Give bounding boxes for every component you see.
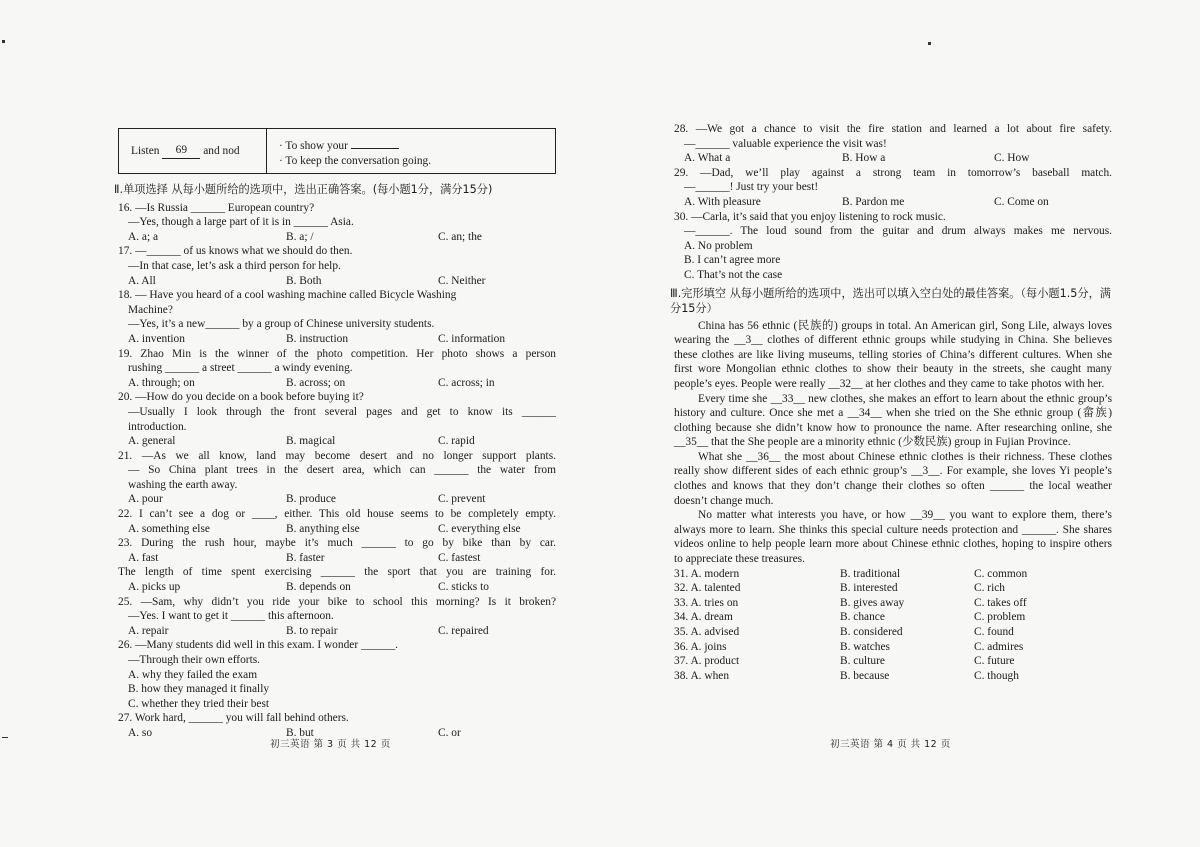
question-stem-line: 21. —As we all know, land may become desert and no longer support plants. bbox=[118, 449, 556, 462]
question-stem-line: 17. —______ of us knows what we should do then. bbox=[118, 245, 353, 258]
question-stem-line: 19. Zhao Min is the winner of the photo competition. Her photo shows a person bbox=[118, 347, 556, 360]
answer-option: A. through; on bbox=[128, 376, 195, 389]
answer-option: B. to repair bbox=[286, 624, 338, 637]
question-stem-line: —Usually I look through the front several pages and get to know its ______ bbox=[128, 405, 556, 418]
answer-option: B. but bbox=[286, 726, 314, 739]
cloze-option: 36. A. joins bbox=[674, 640, 727, 653]
question-item bbox=[118, 565, 556, 594]
question-item bbox=[674, 122, 1112, 166]
answer-option: A. general bbox=[128, 435, 176, 448]
cloze-option-row bbox=[674, 567, 1112, 582]
cloze-option: B. gives away bbox=[840, 596, 905, 609]
answer-option: B. a; / bbox=[286, 230, 314, 243]
section-title-multiple-choice: Ⅱ.单项选择 从每小题所给的选项中，选出正确答案。(每小题1分，满分15分) bbox=[114, 183, 493, 196]
answer-option: C. prevent bbox=[438, 493, 486, 506]
answer-option: A. why they failed the exam bbox=[128, 668, 258, 681]
question-stem-line: 23. During the rush hour, maybe it’s much ______ to go by bike than by car. bbox=[118, 537, 556, 550]
question-item bbox=[118, 449, 556, 507]
answer-option: B. produce bbox=[286, 493, 336, 506]
question-stem-line: —Yes. I want to get it ______ this afternoon. bbox=[128, 610, 334, 623]
answer-option: C. across; in bbox=[438, 376, 495, 389]
cloze-option: 32. A. talented bbox=[674, 582, 741, 595]
cloze-option: C. future bbox=[974, 655, 1015, 668]
question-stem-line: 26. —Many students did well in this exam. I wonder ______. bbox=[118, 639, 398, 652]
answer-option: A. invention bbox=[128, 332, 185, 345]
question-stem-line: 18. — Have you heard of a cool washing machine called Bicycle Washing bbox=[118, 289, 457, 302]
question-item bbox=[118, 507, 556, 536]
answer-option: A. repair bbox=[128, 624, 169, 637]
listen-table-right-cell bbox=[267, 129, 431, 173]
question-stem-line: 29. —Dad, we’ll play against a strong team in tomorrow’s baseball match. bbox=[674, 166, 1112, 179]
answer-options-row bbox=[118, 522, 556, 537]
answer-option: B. faster bbox=[286, 551, 325, 564]
right-question-list bbox=[674, 122, 1112, 283]
answer-option: A. a; a bbox=[128, 230, 159, 243]
question-stem-line: 27. Work hard, ______ you will fall behind others. bbox=[118, 712, 349, 725]
question-stem-line: introduction. bbox=[128, 420, 187, 433]
listen-number: 69 bbox=[162, 143, 200, 159]
question-stem-line: 16. —Is Russia ______ European country? bbox=[118, 201, 315, 214]
question-item bbox=[118, 390, 556, 448]
question-stem-line: —Yes, though a large part of it is in ______ Asia. bbox=[128, 216, 354, 229]
cloze-option: B. traditional bbox=[840, 567, 901, 580]
answer-option: B. instruction bbox=[286, 332, 349, 345]
answer-options-row bbox=[118, 376, 556, 391]
answer-option: B. I can’t agree more bbox=[684, 254, 781, 267]
question-stem-line: 22. I can’t see a dog or ____, either. This old house seems to be completely empty. bbox=[118, 508, 556, 521]
question-item bbox=[118, 244, 556, 288]
answer-option: C. How bbox=[994, 152, 1030, 165]
question-stem-line: Machine? bbox=[128, 303, 173, 316]
cloze-passage bbox=[674, 319, 1112, 567]
answer-option: B. depends on bbox=[286, 581, 351, 594]
listen-line-1: · To show your bbox=[279, 140, 348, 152]
cloze-option: C. found bbox=[974, 626, 1014, 638]
question-stem-line: —In that case, let’s ask a third person for help. bbox=[128, 259, 341, 272]
cloze-option: B. interested bbox=[840, 582, 898, 595]
answer-options-row bbox=[674, 151, 1112, 166]
cloze-option-row bbox=[674, 596, 1112, 611]
cloze-option: C. admires bbox=[974, 640, 1024, 653]
cloze-option: B. culture bbox=[840, 655, 885, 668]
question-stem-line: The length of time spent exercising ______ the sport that you are training for. bbox=[118, 566, 556, 579]
question-item bbox=[118, 288, 556, 346]
answer-option: C. sticks to bbox=[438, 581, 489, 594]
left-question-list bbox=[118, 201, 556, 741]
answer-option: B. How a bbox=[842, 152, 886, 165]
answer-options-row bbox=[118, 332, 556, 347]
question-stem-line: washing the earth away. bbox=[128, 478, 238, 491]
answer-option: C. Neither bbox=[438, 274, 486, 287]
question-item bbox=[118, 201, 556, 245]
answer-option: A. With pleasure bbox=[684, 195, 761, 208]
answer-option: C. information bbox=[438, 332, 506, 345]
scan-speck bbox=[2, 40, 5, 43]
cloze-option: 31. A. modern bbox=[674, 567, 740, 580]
answer-option: B. how they managed it finally bbox=[128, 683, 270, 696]
cloze-option: C. problem bbox=[974, 611, 1026, 624]
cloze-option: B. watches bbox=[840, 640, 890, 653]
listen-prefix: Listen bbox=[131, 144, 160, 157]
answer-options-row bbox=[118, 624, 556, 639]
answer-option: A. so bbox=[128, 726, 153, 739]
cloze-option: 38. A. when bbox=[674, 669, 730, 682]
question-stem-line: 25. —Sam, why didn’t you ride your bike to school this morning? Is it broken? bbox=[118, 595, 556, 608]
answer-option: C. That’s not the case bbox=[684, 268, 783, 281]
answer-option: B. Pardon me bbox=[842, 195, 905, 208]
scan-speck bbox=[928, 42, 931, 45]
section-title-cloze: Ⅲ.完形填空 从每小题所给的选项中，选出可以填入空白处的最佳答案。（每小题1.5分，满分15分） bbox=[670, 286, 1111, 315]
left-column bbox=[114, 128, 556, 741]
cloze-option: 35. A. advised bbox=[674, 626, 740, 638]
question-stem-line: rushing ______ a street ______ a windy evening. bbox=[128, 362, 353, 375]
answer-option: C. or bbox=[438, 726, 461, 739]
cloze-option: 33. A. tries on bbox=[674, 596, 739, 609]
answer-option: A. something else bbox=[128, 522, 210, 535]
listen-suffix: and nod bbox=[203, 144, 240, 157]
question-stem-line: — So China plant trees in the desert area, which can ______ the water from bbox=[128, 464, 556, 477]
page-footer-3: 初三英语 第 3 页 共 12 页 bbox=[270, 739, 391, 750]
passage-paragraph: No matter what interests you have, or how __39__ you want to explore them, there’s always more to learn. She thinks this special culture needs protection and ______. She shares videos online to help people learn more about Chinese ethnic clothes, hoping to inspire others to appreciate these treasures. bbox=[674, 509, 1112, 566]
question-stem-line: —______! Just try your best! bbox=[684, 181, 819, 194]
question-item bbox=[118, 595, 556, 639]
answer-option: B. across; on bbox=[286, 376, 346, 389]
cloze-option-row bbox=[674, 640, 1112, 655]
cloze-option: B. because bbox=[840, 669, 890, 682]
question-stem-line: —Through their own efforts. bbox=[128, 654, 261, 666]
answer-option: B. anything else bbox=[286, 522, 360, 535]
answer-option: A. No problem bbox=[684, 239, 753, 252]
right-column bbox=[670, 122, 1112, 683]
cloze-option-row bbox=[674, 669, 1112, 684]
answer-option: A. fast bbox=[128, 551, 159, 564]
answer-options-row bbox=[118, 434, 556, 449]
cloze-option: C. though bbox=[974, 669, 1019, 682]
answer-options-row bbox=[674, 195, 1112, 210]
cloze-option-row bbox=[674, 625, 1112, 640]
answer-option: C. whether they tried their best bbox=[128, 697, 270, 710]
answer-options-row bbox=[118, 230, 556, 245]
listen-table bbox=[118, 128, 556, 174]
cloze-option: C. takes off bbox=[974, 596, 1027, 609]
passage-paragraph: Every time she __33__ new clothes, she makes an effort to learn about the ethnic group’s history and culture. Once she met a __34__ when she tried on the She ethnic group (畲族) clothing because she didn’t know how to pronounce the name. After researching online, she __35__ that the She people are a minority ethnic (少数民族) group in Fujian Province. bbox=[674, 392, 1112, 449]
cloze-option: 37. A. product bbox=[674, 655, 740, 668]
answer-option: C. Come on bbox=[994, 195, 1049, 208]
answer-option: B. magical bbox=[286, 435, 336, 448]
answer-option: C. everything else bbox=[438, 522, 521, 535]
answer-option: B. Both bbox=[286, 274, 322, 287]
question-item bbox=[118, 638, 556, 711]
page-footer-4: 初三英语 第 4 页 共 12 页 bbox=[830, 739, 951, 750]
answer-options-row bbox=[118, 551, 556, 566]
cloze-option: B. considered bbox=[840, 626, 903, 638]
question-stem-line: 28. —We got a chance to visit the fire station and learned a lot about fire safety. bbox=[674, 123, 1112, 135]
question-item bbox=[118, 536, 556, 565]
answer-option: A. What a bbox=[684, 152, 731, 165]
cloze-answer-options bbox=[674, 567, 1112, 684]
answer-option: A. pour bbox=[128, 493, 163, 506]
answer-option: C. rapid bbox=[438, 435, 475, 448]
listen-table-left-cell bbox=[119, 129, 267, 173]
question-stem-line: —______ valuable experience the visit was! bbox=[684, 137, 887, 150]
cloze-option: B. chance bbox=[840, 611, 885, 624]
question-item bbox=[674, 210, 1112, 283]
answer-option: A. All bbox=[128, 274, 156, 287]
cloze-option: 34. A. dream bbox=[674, 611, 733, 624]
answer-options-row bbox=[118, 274, 556, 289]
cloze-option-row bbox=[674, 654, 1112, 669]
question-item bbox=[118, 347, 556, 391]
question-stem-line: 30. —Carla, it’s said that you enjoy listening to rock music. bbox=[674, 210, 946, 223]
cloze-option: C. rich bbox=[974, 582, 1006, 595]
passage-paragraph: China has 56 ethnic (民族的) groups in total. An American girl, Song Lile, always loves wearing the __3__ clothes of different ethnic groups while studying in China. She believes these clothes are like living museums, telling stories of China’s different cultures. When she first wore Mongolian ethnic clothes to show their beauty in the streets, she caught many people’s eyes. People were really __32__ at her clothes and they came to take photos with her. bbox=[674, 319, 1112, 390]
answer-option: A. picks up bbox=[128, 581, 181, 594]
listen-line-2: · To keep the conversation going. bbox=[279, 154, 432, 167]
answer-option: C. an; the bbox=[438, 230, 482, 243]
answer-options-row bbox=[118, 492, 556, 507]
question-item bbox=[674, 166, 1112, 210]
right-page bbox=[600, 0, 1200, 847]
cloze-option-row bbox=[674, 581, 1112, 596]
question-stem-line: —______. The loud sound from the guitar and drum always makes me nervous. bbox=[684, 225, 1112, 238]
answer-options-row bbox=[118, 580, 556, 595]
scan-speck bbox=[2, 737, 8, 738]
passage-paragraph: What she __36__ the most about Chinese ethnic clothes is their richness. These clothes really show different sides of each ethnic group’s __3__. For example, she loves Yi people’s clothes and knows that they don’t change their clothes so often ______ the local weather doesn’t change much. bbox=[674, 450, 1112, 507]
cloze-option: C. common bbox=[974, 567, 1028, 580]
answer-option: C. repaired bbox=[438, 624, 489, 637]
cloze-option-row bbox=[674, 610, 1112, 625]
blank-line bbox=[351, 137, 399, 149]
question-stem-line: 20. —How do you decide on a book before buying it? bbox=[118, 391, 364, 404]
question-stem-line: —Yes, it’s a new______ by a group of Chinese university students. bbox=[128, 318, 435, 331]
answer-option: C. fastest bbox=[438, 551, 481, 564]
